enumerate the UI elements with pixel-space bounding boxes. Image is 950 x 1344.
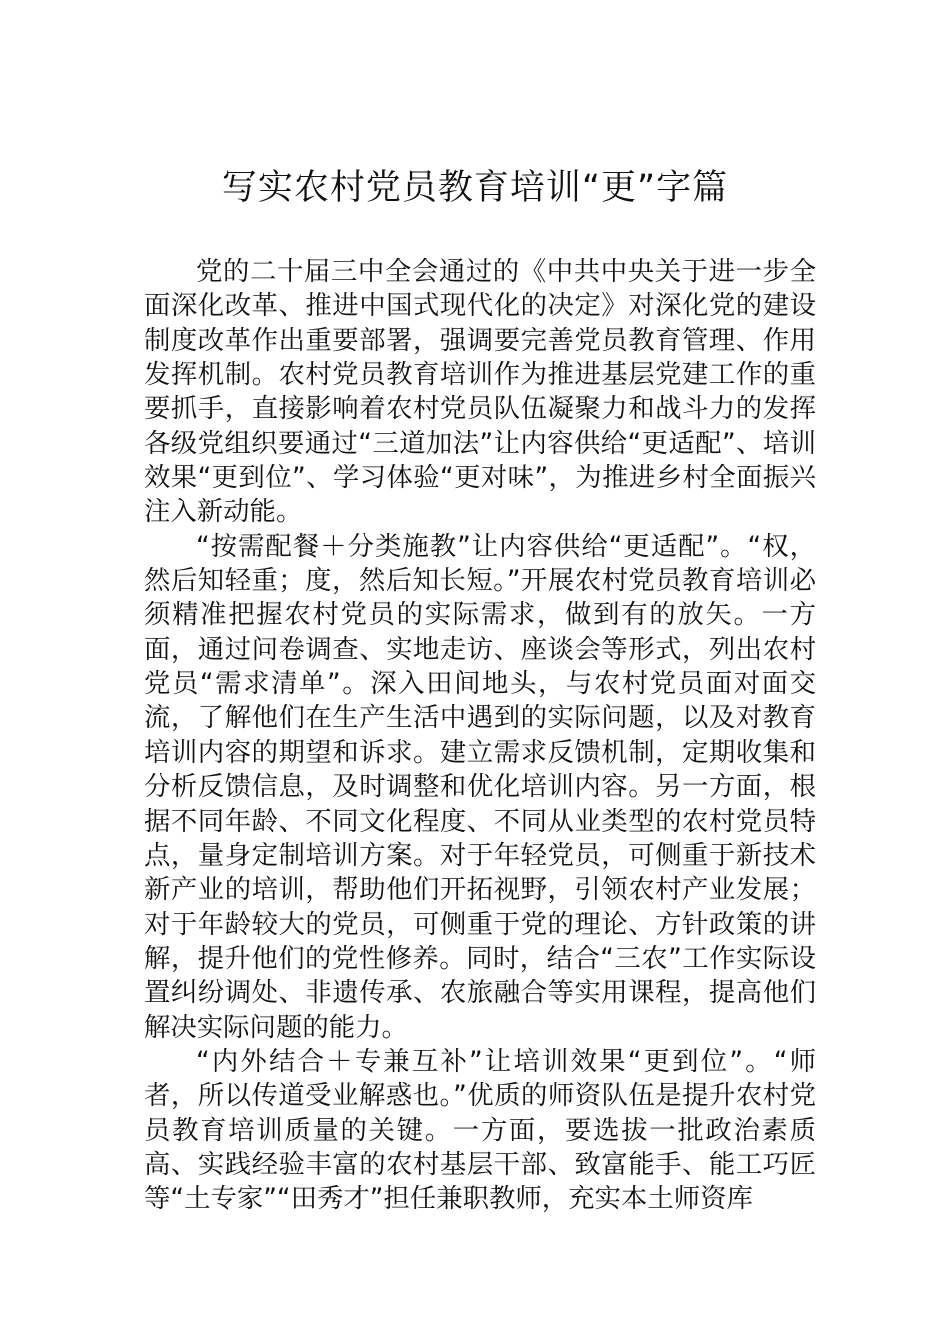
paragraph-training-effect: “内外结合＋专兼互补”让培训效果“更到位”。“师者，所以传道受业解惑也。”优质的师资队伍是提升农村党员教育培训质量的关键。一方面，要选拔一批政治素质高、实践经验丰富的农村基层干部、致富能手、能工巧匠等“土专家”“田秀才”担任兼职教师，充实本土师资库 [144, 1045, 816, 1215]
document-body [144, 255, 816, 1217]
paragraph-content-supply: “按需配餐＋分类施教”让内容供给“更适配”。“权，然后知轻重；度，然后知长短。”开展农村党员教育培训必须精准把握农村党员的实际需求，做到有的放矢。一方面，通过问卷调查、实地走访、座谈会等形式，列出农村党员“需求清单”。深入田间地头，与农村党员面对面交流，了解他们在生产生活中遇到的实际问题，以及对教育培训内容的期望和诉求。建立需求反馈机制，定期收集和分析反馈信息，及时调整和优化培训内容。另一方面，根据不同年龄、不同文化程度、不同从业类型的农村党员特点，量身定制培训方案。对于年轻党员，可侧重于新技术新产业的培训，帮助他们开拓视野，引领农村产业发展；对于年龄较大的党员，可侧重于党的理论、方针政策的讲解，提升他们的党性修养。同时，结合“三农”工作实际设置纠纷调处、非遗传承、农旅融合等实用课程，提高他们解决实际问题的能力。 [144, 530, 816, 1043]
document-title: 写实农村党员教育培训“更”字篇 [221, 168, 729, 208]
paragraph-intro: 党的二十届三中全会通过的《中共中央关于进一步全面深化改革、推进中国式现代化的决定》对深化党的建设制度改革作出重要部署，强调要完善党员教育管理、作用发挥机制。农村党员教育培训作为推进基层党建工作的重要抓手，直接影响着农村党员队伍凝聚力和战斗力的发挥各级党组织要通过“三道加法”让内容供给“更适配”、培训效果“更到位”、学习体验“更对味”，为推进乡村全面振兴注入新动能。 [144, 256, 816, 528]
